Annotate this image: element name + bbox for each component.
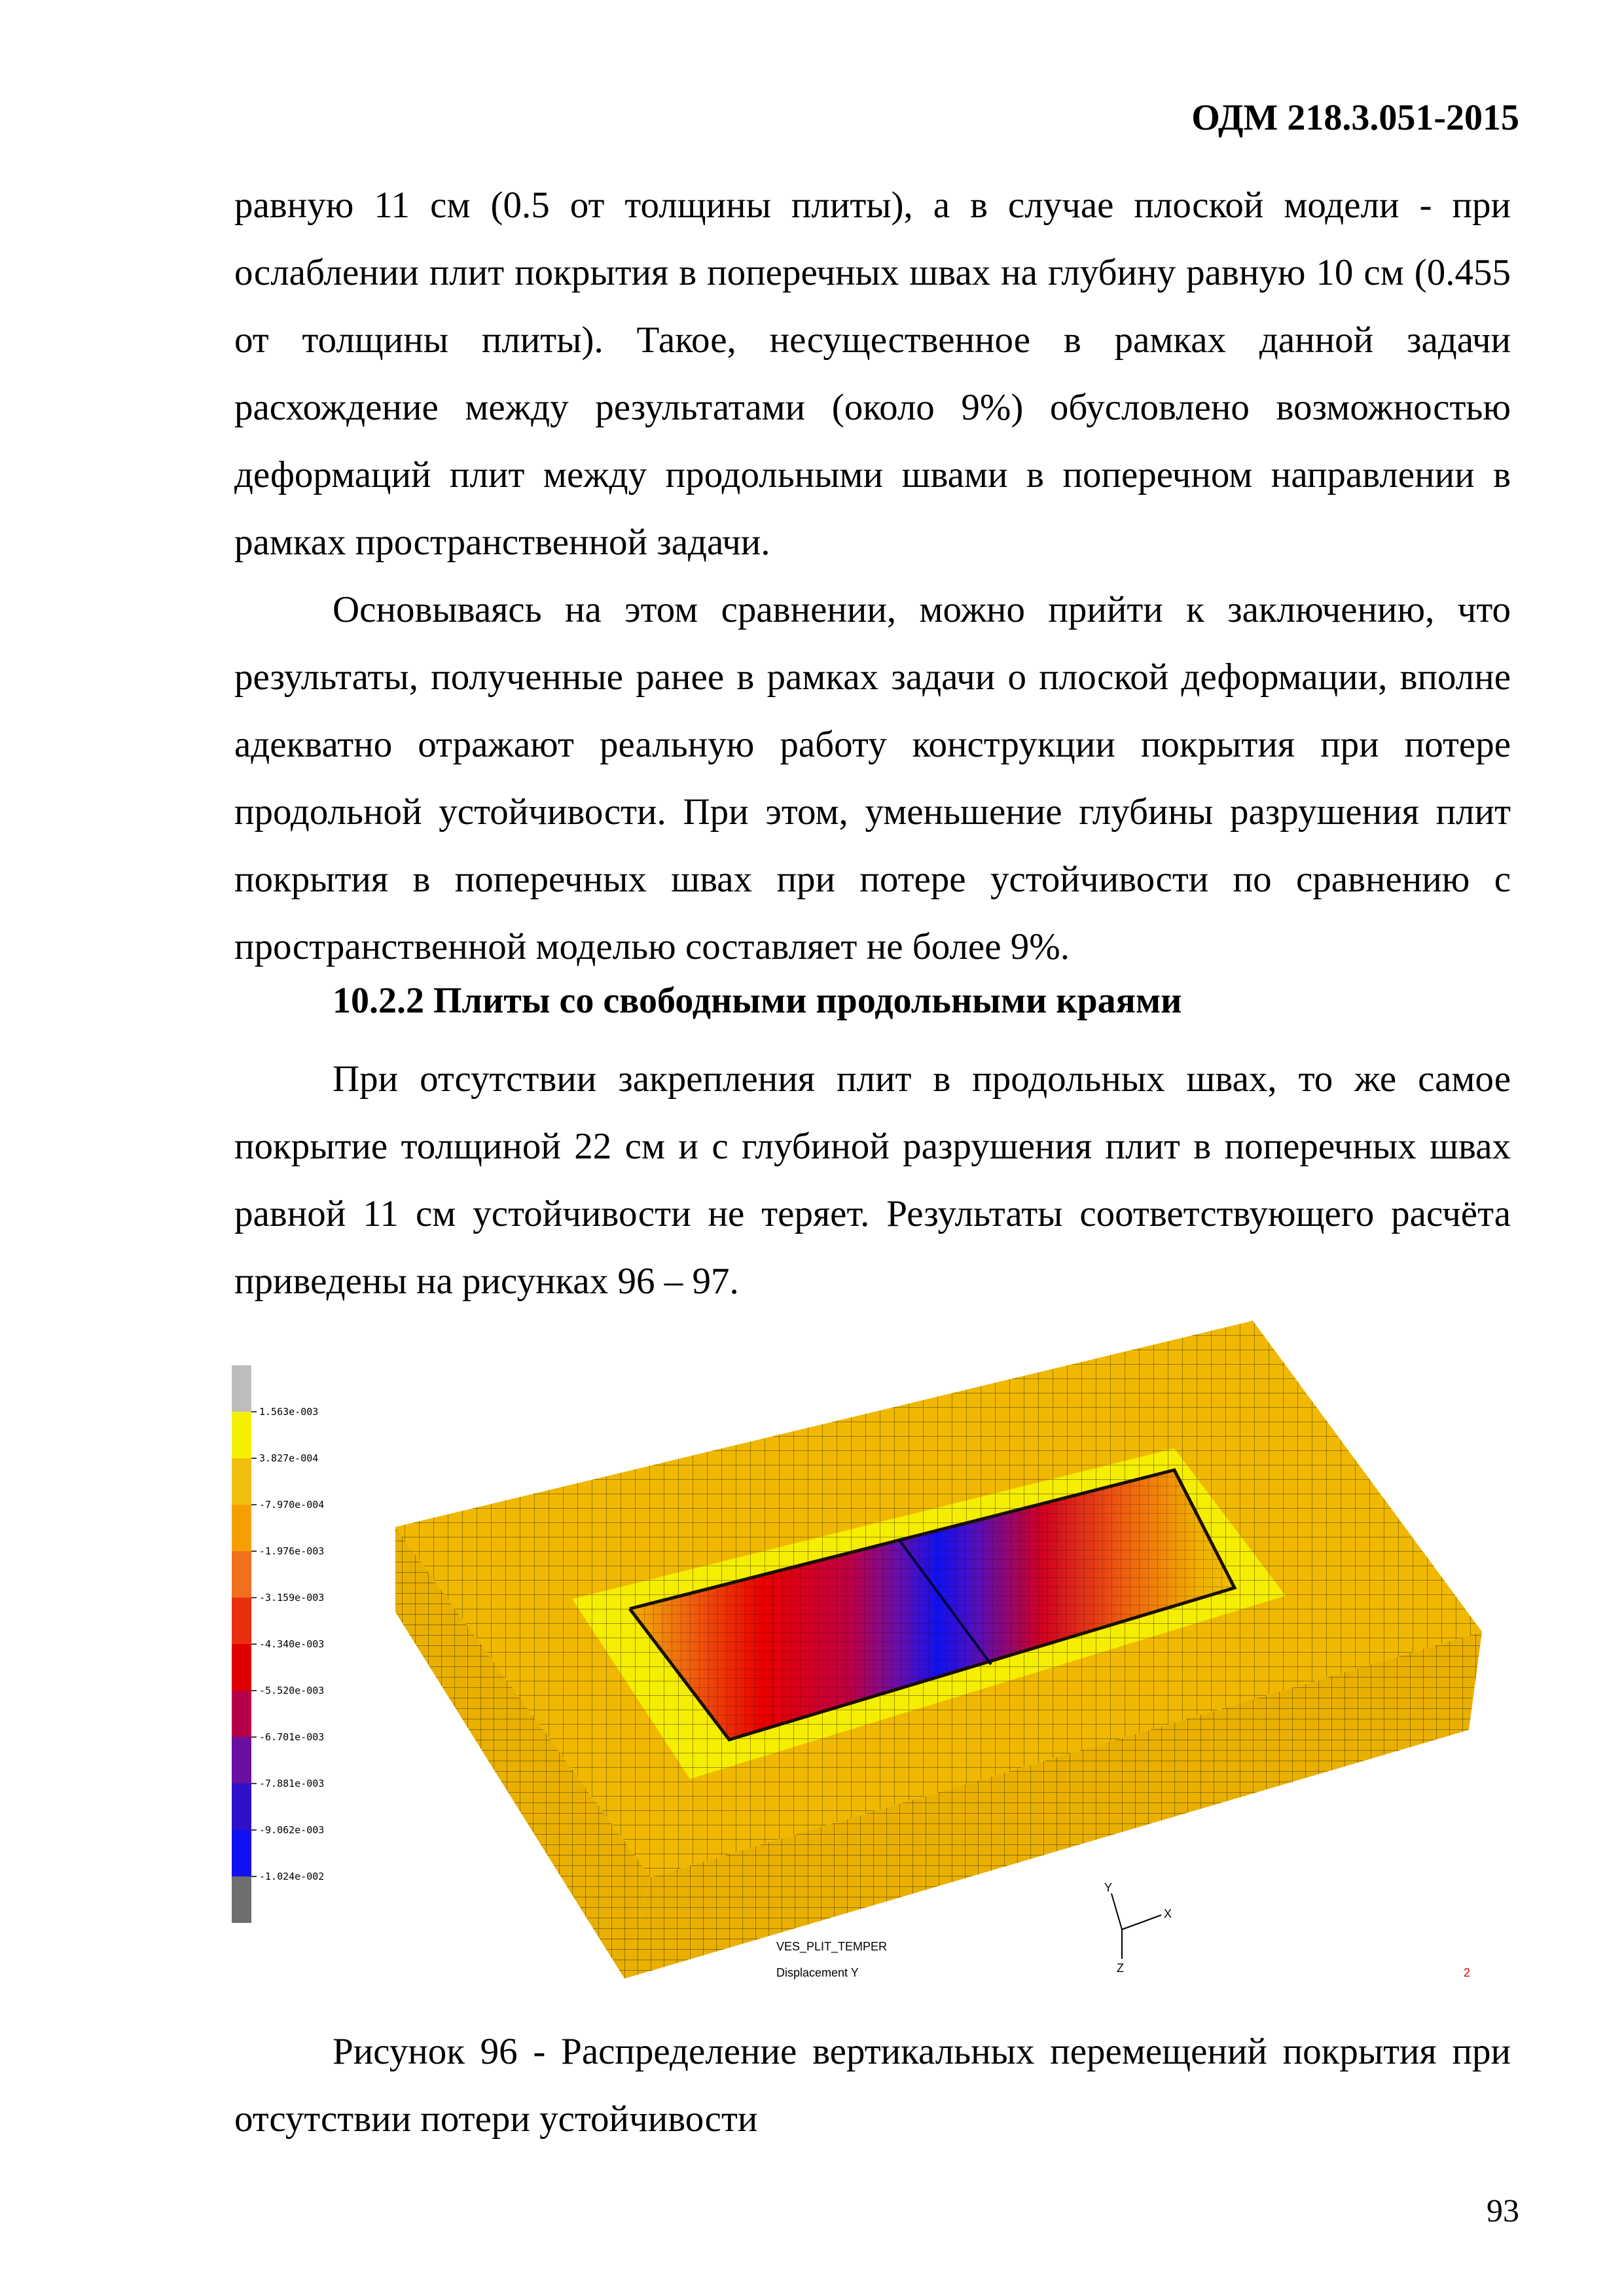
legend-value-label: 1.563e-003	[259, 1406, 319, 1418]
legend-value-label: -7.970e-004	[259, 1499, 325, 1511]
figure-caption: Рисунок 96 - Распределение вертикальных перемещений покрытия при отсутствии потери устойчивости	[234, 2031, 1511, 2140]
color-legend	[232, 1365, 324, 1923]
legend-value-label: -1.024e-002	[259, 1871, 325, 1882]
displacement-figure	[232, 1321, 1515, 2008]
axis-y-label: Y	[1104, 1881, 1113, 1894]
legend-value-label: -5.520e-003	[259, 1685, 325, 1696]
model-name-label: VES_PLIT_TEMPER	[776, 1940, 888, 1953]
slab-model	[395, 1321, 1482, 1979]
axis-x-label: X	[1164, 1907, 1172, 1920]
legend-value-label: -7.881e-003	[259, 1778, 325, 1789]
legend-swatch	[232, 1412, 251, 1458]
legend-swatch	[232, 1737, 251, 1784]
legend-value-label: -6.701e-003	[259, 1731, 325, 1743]
legend-swatch	[232, 1551, 251, 1598]
legend-value-label: 3.827e-004	[259, 1452, 319, 1464]
legend-value-label: -4.340e-003	[259, 1638, 325, 1650]
page-number: 93	[1487, 2192, 1519, 2229]
view-number-label: 2	[1464, 1966, 1471, 1979]
result-type-label: Displacement Y	[776, 1966, 859, 1979]
axis-triad	[1111, 1893, 1161, 1959]
legend-swatch	[232, 1876, 251, 1923]
document-code: ОДМ 218.3.051-2015	[1191, 98, 1519, 138]
legend-swatch	[232, 1691, 251, 1737]
paragraph-free-edges: При отсутствии закрепления плит в продольных швах, то же самое покрытие толщиной 22 см и с глубиной разрушения плит в поперечных швах равной 11 см устойчивости не теряет. Результаты соответствующего расчёта приведены на рисунках 96 – 97.	[234, 1058, 1511, 1302]
legend-swatch	[232, 1644, 251, 1691]
legend-swatch	[232, 1830, 251, 1876]
legend-swatch	[232, 1598, 251, 1644]
legend-value-label: -1.976e-003	[259, 1545, 325, 1557]
axis-z-label: Z	[1117, 1962, 1124, 1975]
legend-swatch	[232, 1458, 251, 1505]
legend-value-label: -3.159e-003	[259, 1592, 325, 1604]
legend-swatch	[232, 1784, 251, 1830]
legend-value-label: -9.062e-003	[259, 1824, 325, 1836]
paragraph-conclusion: Основываясь на этом сравнении, можно прийти к заключению, что результаты, полученные ранее в рамках задачи о плоской деформации, вполне адекватно отражают реальную работу конструкции покрытия при потере продольной устойчивости. При этом, уменьшение глубины разрушения плит покрытия в поперечных швах при потере устойчивости по сравнению с пространственной моделью составляет не более 9%.	[234, 589, 1511, 967]
legend-swatch	[232, 1365, 251, 1412]
section-heading: 10.2.2 Плиты со свободными продольными краями	[333, 980, 1182, 1021]
paragraph-comparison-result: равную 11 см (0.5 от толщины плиты), а в случае плоской модели - при ослаблении плит покрытия в поперечных швах на глубину равную 10 см (0.455 от толщины плиты). Такое, несущественное в рамках данной задачи расхождение между результатами (около 9%) обусловлено возможностью деформаций плит между продольными швами в поперечном направлении в рамках пространственной задачи.	[234, 185, 1511, 563]
legend-swatch	[232, 1505, 251, 1551]
